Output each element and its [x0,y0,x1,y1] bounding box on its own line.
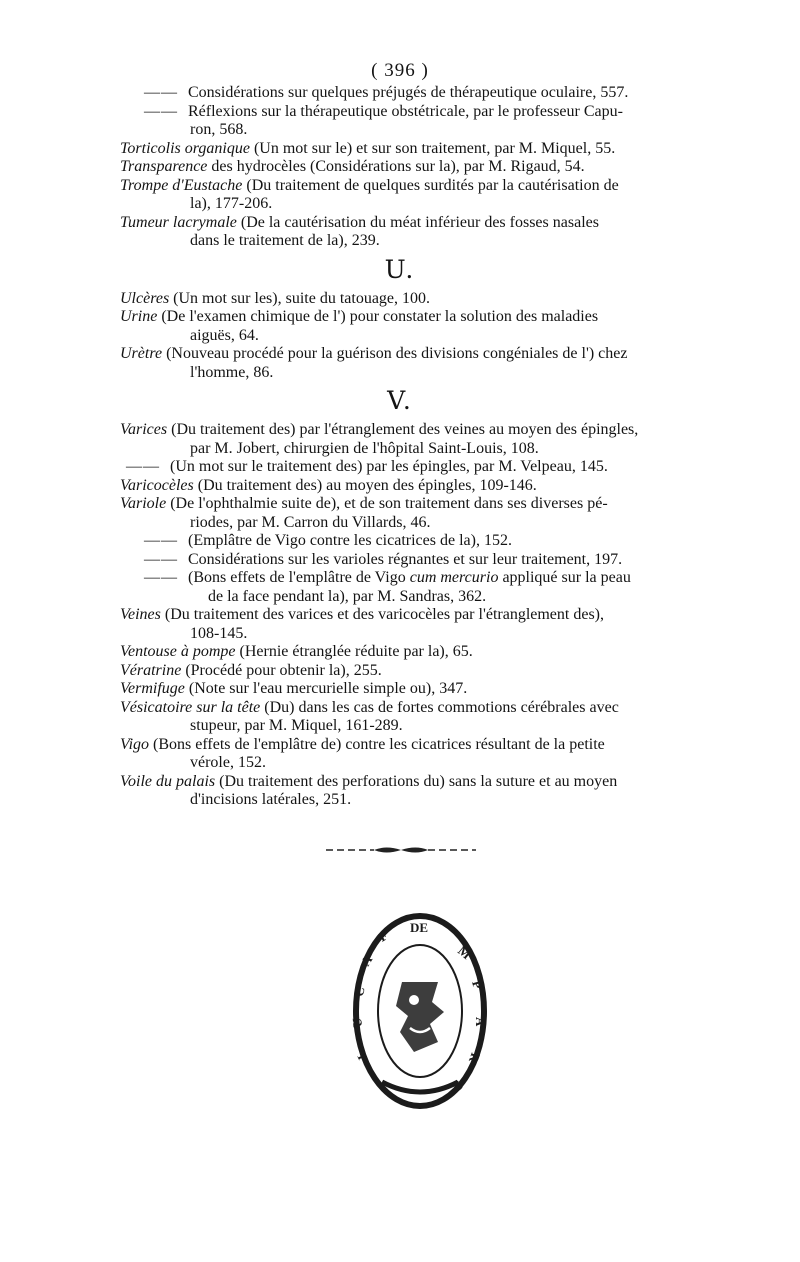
index-entry: Varices (Du traitement des) par l'étranglement des veines au moyen des épingles, par M. Jobert, chirurgien de l'hôpital Saint-Louis, 108. [120,421,639,457]
entry-headword: Tumeur lacrymale [120,213,237,231]
index-entry: —— Considérations sur les varioles régnantes et sur leur traitement, 197. [120,551,680,570]
svg-text:M: M [455,942,475,963]
entry-headword: Torticolis organique [120,139,250,157]
entry-headword: Vigo [120,735,150,753]
ditto-dash: —— [144,84,178,101]
section-letter-v: V. [387,386,413,415]
entry-headword: Voile du palais [120,772,216,790]
svg-text:A: A [357,952,376,969]
index-entry: Trompe d'Eustache (Du traitement de quelques surdités par la cautérisation de la), 177-206. [120,176,619,212]
svg-text:U: U [349,1017,365,1029]
index-entry: Veines (Du traitement des varices et des varicocèles par l'étranglement des), 108-145. [120,606,605,642]
index-entry: Vératrine (Procédé pour obtenir la), 255. [120,661,382,679]
section-letter-u: U. [384,254,416,284]
page-number: ( 396 ) [371,60,429,81]
ditto-dash: —— [144,532,178,549]
svg-text:A: A [473,1017,488,1027]
entry-headword: Ulcères [120,289,170,307]
ditto-dash: —— [144,102,178,120]
svg-text:R: R [465,1050,484,1065]
index-entry: Vigo (Bons effets de l'emplâtre de) contre les cicatrices résultant de la petite vérole, 152. [120,735,605,771]
index-entry: Variole (De l'ophthalmie suite de), et de son traitement dans ses diverses pé- riodes, par M. Carron du Villards, 46. [120,495,608,531]
entry-headword: Varices [120,421,168,438]
library-stamp [349,912,488,1110]
index-entry: —— Réflexions sur la thérapeutique obstétricale, par le professeur Capu- ron, 568. [120,103,680,140]
entry-headword: Urine [120,308,158,325]
ditto-dash: —— [144,569,178,586]
svg-text:S: S [450,1077,467,1094]
entry-headword: Vératrine [120,661,182,679]
index-entry: Voile du palais (Du traitement des perforations du) sans la suture et au moyen d'incisions latérales, 251. [120,772,618,808]
ditto-dash: —— [126,458,160,475]
index-entry: —— (Emplâtre de Vigo contre les cicatrices de la), 152. [120,532,680,551]
index-entry: Urètre (Nouveau procédé pour la guérison des divisions congéniales de l') chez l'homme, 86. [120,345,628,381]
entry-headword: Urètre [120,345,163,362]
svg-text:P: P [469,978,486,991]
index-entry: Vermifuge (Note sur l'eau mercurielle simple ou), 347. [120,680,468,697]
svg-text:L: L [352,1047,370,1063]
index-entry: Varicocèles (Du traitement des) au moyen des épingles, 109-146. [120,476,537,494]
ditto-dash: —— [144,550,178,568]
entry-headword: Ventouse à pompe [120,643,236,660]
entry-headword: Trompe d'Eustache [120,176,243,194]
index-entry: Vésicatoire sur la tête (Du) dans les cas de fortes commotions cérébrales avec stupeur, par M. Miquel, 161-289. [120,698,619,734]
entry-headword: Vermifuge [120,680,185,697]
index-entry: —— (Bons effets de l'emplâtre de Vigo cum mercurio appliqué sur la peau de la face pendant la), par M. Sandras, 362. [120,569,680,606]
index-content [120,84,680,810]
index-entry: Torticolis organique (Un mot sur le) et sur son traitement, par M. Miquel, 55. [120,139,616,157]
index-entry: Transparence des hydrocèles (Considérations sur la), par M. Rigaud, 54. [120,158,585,175]
entry-headword: Transparence [120,158,208,175]
ornament-divider [326,844,476,856]
index-entry: Ventouse à pompe (Hernie étranglée réduite par la), 65. [120,643,473,660]
svg-text:DE: DE [410,920,429,935]
entry-headword: Veines [120,606,161,623]
svg-text:C: C [351,985,368,998]
entry-headword: Variole [120,495,167,512]
index-entry: —— Considérations sur quelques préjugés de thérapeutique oculaire, 557. [120,84,680,103]
index-entry: —— (Un mot sur le traitement des) par les épingles, par M. Velpeau, 145. [120,458,680,477]
entry-headword: Vésicatoire sur la tête [120,698,261,716]
entry-headword: Varicocèles [120,476,194,494]
svg-text:F: F [376,927,391,945]
index-entry: Ulcères (Un mot sur les), suite du tatouage, 100. [120,289,431,307]
index-entry: Tumeur lacrymale (De la cautérisation du méat inférieur des fosses nasales dans le traitement de la), 239. [120,213,599,249]
index-entry: Urine (De l'examen chimique de l') pour constater la solution des maladies aiguës, 64. [120,308,599,344]
